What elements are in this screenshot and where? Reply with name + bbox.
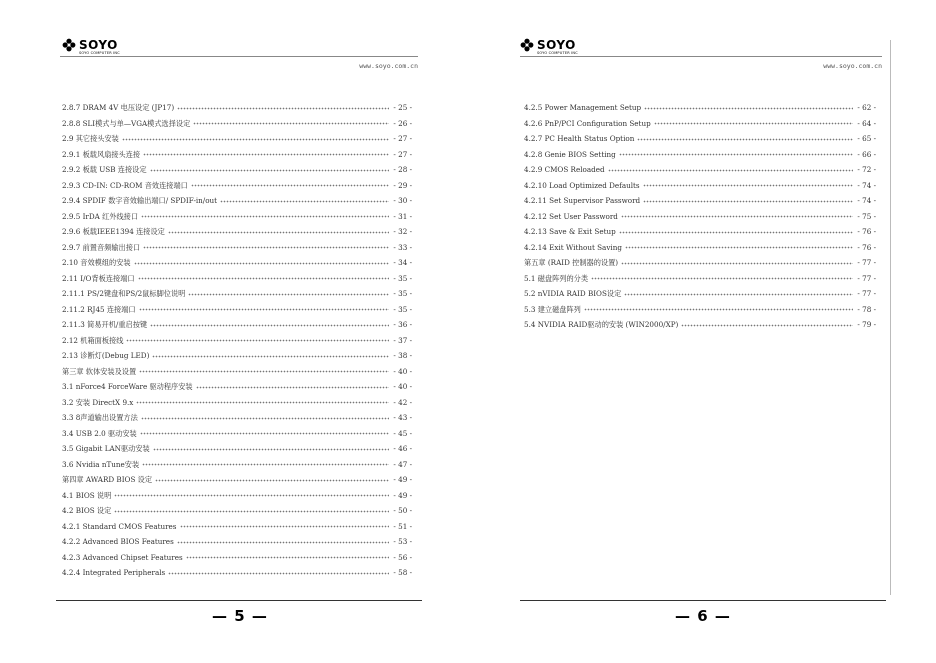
toc-entry: [524, 131, 876, 147]
toc-entry: [62, 302, 412, 318]
toc-entry-title: 2.8.7 DRAM 4V 电压设定 (JP17): [62, 103, 175, 112]
toc-entry-page: - 77 -: [857, 258, 876, 267]
toc-entry: [524, 147, 876, 163]
toc-dot-leader: [619, 150, 854, 158]
toc-entry-title: 2.9.4 SPDIF 数字音效输出端口/ SPDIF-in/out: [62, 196, 218, 205]
toc-entry-page: - 65 -: [857, 134, 876, 143]
toc-entry-title: 2.10 音效模组的安装: [62, 258, 131, 267]
toc-dot-leader: [619, 228, 854, 236]
site-url: www.soyo.com.cn: [823, 62, 882, 70]
site-url: www.soyo.com.cn: [359, 62, 418, 70]
toc-entry-title: 2.9.6 板载IEEE1394 连接设定: [62, 227, 165, 236]
page-number: — 5 —: [212, 607, 268, 625]
toc-entry-title: 4.2.10 Load Optimized Defaults: [524, 180, 640, 190]
toc-entry: [62, 100, 412, 116]
toc-entry: [62, 441, 412, 457]
toc-dot-leader: [155, 476, 389, 484]
toc-dot-leader: [150, 166, 390, 174]
toc-entry-title: 4.2.3 Advanced Chipset Features: [62, 552, 183, 562]
toc-entry: [62, 488, 412, 504]
toc-entry-page: - 79 -: [857, 320, 876, 329]
toc-entry-page: - 30 -: [393, 196, 412, 205]
toc-entry-title: 3.6 Nvidia nTune安装: [62, 459, 140, 469]
toc-entry-title: 4.2.7 PC Health Status Option: [524, 134, 635, 143]
toc-entry-title: 5.1 磁盘阵列的分类: [524, 273, 589, 283]
toc-entry-title: 2.8.8 SLI模式与单—VGA模式选择设定: [62, 118, 191, 128]
toc-entry-title: 4.2.6 PnP/PCI Configuration Setup: [524, 118, 651, 128]
toc-entry-title: 2.11.2 RJ45 连接端口: [62, 304, 136, 314]
toc-dot-leader: [134, 259, 390, 267]
soyo-logo: [62, 38, 120, 55]
toc-entry: [62, 193, 412, 209]
header-rule: [520, 56, 882, 57]
toc-entry-page: - 74 -: [857, 180, 876, 190]
toc-entry: [62, 271, 412, 287]
toc-entry: [62, 178, 412, 194]
logo-wordmark: SOYO: [79, 38, 118, 52]
toc-entry-page: - 42 -: [393, 397, 412, 407]
toc-entry-title: 2.9.3 CD-IN: CD-ROM 音效连接端口: [62, 180, 188, 190]
toc-entry: [62, 317, 412, 333]
toc-dot-leader: [621, 212, 854, 220]
toc-dot-leader: [180, 522, 390, 530]
toc-entry-page: - 51 -: [393, 521, 412, 531]
right-page: [468, 0, 936, 663]
toc-dot-leader: [643, 181, 854, 189]
toc-entry-page: - 47 -: [393, 459, 412, 469]
toc-entry-page: - 56 -: [393, 552, 412, 562]
toc-entry-title: 3.3 8声道输出设置方法: [62, 413, 138, 422]
toc-entry-title: 2.9.7 前置音频输出接口: [62, 242, 141, 252]
toc-dot-leader: [143, 150, 389, 158]
toc-dot-leader: [114, 507, 389, 515]
toc-entry-title: 4.2.2 Advanced BIOS Features: [62, 537, 174, 546]
toc-entry-page: - 32 -: [393, 227, 412, 236]
toc-entry-page: - 72 -: [857, 165, 876, 174]
toc-entry-page: - 35 -: [393, 273, 412, 283]
toc-entry-page: - 27 -: [393, 134, 412, 143]
toc-entry-title: 4.2.11 Set Supervisor Password: [524, 196, 641, 205]
toc-entry: [62, 131, 412, 147]
toc-dot-leader: [177, 538, 390, 546]
logo-subtext: SOYO COMPUTER INC: [79, 51, 120, 55]
toc-entry-page: - 31 -: [393, 211, 412, 221]
toc-entry-page: - 33 -: [393, 242, 412, 252]
toc-dot-leader: [643, 197, 853, 205]
toc-entry-page: - 49 -: [393, 475, 412, 484]
toc-entry-title: 4.2.14 Exit Without Saving: [524, 242, 622, 252]
toc-entry-page: - 36 -: [393, 320, 412, 329]
toc-entry: [524, 224, 876, 240]
soyo-logo-icon: [520, 38, 534, 52]
toc-entry: [62, 348, 412, 364]
toc-dot-leader: [142, 460, 389, 468]
toc-entry-page: - 43 -: [393, 413, 412, 422]
toc-entry: [62, 534, 412, 550]
toc-entry-title: 2.11.1 PS/2键盘和PS/2鼠标脚位说明: [62, 289, 186, 298]
toc-entry: [62, 255, 412, 271]
toc-entry: [524, 240, 876, 256]
toc-entry: [62, 364, 412, 380]
toc-entry: [524, 271, 876, 287]
toc-entry-title: 4.2.13 Save & Exit Setup: [524, 227, 616, 236]
footer-rule: [56, 600, 422, 601]
toc-entry-title: 2.11 I/O背板连接端口: [62, 273, 135, 283]
toc-entry: [62, 147, 412, 163]
toc-dot-leader: [122, 135, 390, 143]
toc-entry: [524, 302, 876, 318]
toc-entry-page: - 74 -: [857, 196, 876, 205]
toc-entry-page: - 38 -: [393, 351, 412, 360]
toc-entry-title: 4.1 BIOS 说明: [62, 490, 112, 500]
toc-entry-page: - 37 -: [393, 335, 412, 345]
toc-entry-page: - 29 -: [393, 180, 412, 190]
toc-entry: [524, 255, 876, 271]
toc-entry-page: - 46 -: [393, 444, 412, 453]
toc-entry-page: - 75 -: [857, 211, 876, 221]
soyo-logo: [520, 38, 578, 55]
toc-entry: [524, 209, 876, 225]
toc-list: [524, 100, 876, 333]
toc-entry-title: 4.2.5 Power Management Setup: [524, 103, 642, 112]
toc-entry: [62, 503, 412, 519]
toc-entry-title: 4.2.9 CMOS Reloaded: [524, 165, 605, 174]
toc-dot-leader: [186, 553, 390, 561]
toc-dot-leader: [141, 414, 390, 422]
toc-entry-title: 4.2.8 Genie BIOS Setting: [524, 149, 616, 159]
toc-entry-title: 2.9.2 板载 USB 连接设定: [62, 165, 147, 174]
toc-dot-leader: [196, 383, 390, 391]
toc-entry-page: - 40 -: [393, 366, 412, 376]
toc-entry-page: - 66 -: [857, 149, 876, 159]
toc-entry: [62, 209, 412, 225]
toc-entry-title: 4.2.1 Standard CMOS Features: [62, 521, 177, 531]
toc-entry-title: 4.2.12 Set User Password: [524, 211, 618, 221]
toc-entry: [62, 519, 412, 535]
toc-entry-page: - 28 -: [393, 165, 412, 174]
toc-dot-leader: [177, 104, 389, 112]
toc-dot-leader: [220, 197, 389, 205]
toc-entry-title: 2.11.3 简易开机/重启按键: [62, 320, 148, 329]
toc-dot-leader: [141, 212, 389, 220]
toc-entry-page: - 58 -: [393, 568, 412, 577]
toc-entry-page: - 76 -: [857, 227, 876, 236]
logo-wordmark: SOYO: [537, 38, 576, 52]
header-rule: [60, 56, 418, 57]
toc-dot-leader: [191, 181, 390, 189]
toc-dot-leader: [654, 119, 854, 127]
toc-dot-leader: [143, 243, 389, 251]
toc-entry: [62, 379, 412, 395]
toc-entry-page: - 45 -: [393, 428, 412, 438]
toc-entry: [62, 472, 412, 488]
toc-entry: [62, 116, 412, 132]
toc-entry: [524, 317, 876, 333]
toc-entry: [62, 395, 412, 411]
toc-entry-title: 3.5 Gigabit LAN驱动安装: [62, 444, 150, 453]
toc-dot-leader: [140, 429, 390, 437]
toc-entry: [62, 565, 412, 581]
toc-entry-page: - 62 -: [857, 103, 876, 112]
toc-dot-leader: [153, 445, 390, 453]
toc-entry-page: - 53 -: [393, 537, 412, 546]
toc-entry-page: - 35 -: [393, 304, 412, 314]
toc-entry-title: 第五章 (RAID 控制器的设置): [524, 258, 619, 267]
toc-entry: [62, 410, 412, 426]
toc-dot-leader: [681, 321, 853, 329]
toc-entry-page: - 40 -: [393, 382, 412, 391]
toc-dot-leader: [644, 104, 853, 112]
toc-entry: [62, 333, 412, 349]
toc-list: [62, 100, 412, 581]
toc-dot-leader: [136, 398, 389, 406]
toc-entry-page: - 49 -: [393, 490, 412, 500]
logo-subtext: SOYO COMPUTER INC: [537, 51, 578, 55]
toc-entry: [62, 162, 412, 178]
toc-dot-leader: [625, 243, 853, 251]
toc-dot-leader: [168, 569, 389, 577]
toc-entry-page: - 50 -: [393, 506, 412, 515]
binding-line: [890, 40, 891, 595]
toc-entry-page: - 26 -: [393, 118, 412, 128]
soyo-logo-icon: [62, 38, 76, 52]
toc-entry-title: 第三章 软体安装及设置: [62, 366, 137, 376]
toc-entry-title: 5.4 NVIDIA RAID驱动的安装 (WIN2000/XP): [524, 320, 679, 329]
toc-entry-title: 4.2 BIOS 设定: [62, 506, 112, 515]
toc-entry: [62, 286, 412, 302]
toc-dot-leader: [637, 135, 853, 143]
toc-entry-title: 第四章 AWARD BIOS 设定: [62, 475, 153, 484]
toc-entry-title: 3.2 安装 DirectX 9.x: [62, 397, 134, 407]
toc-entry: [62, 224, 412, 240]
toc-dot-leader: [621, 259, 853, 267]
toc-entry-title: 2.13 诊断灯(Debug LED): [62, 351, 150, 360]
toc-dot-leader: [591, 274, 853, 282]
toc-entry-page: - 64 -: [857, 118, 876, 128]
toc-dot-leader: [193, 119, 389, 127]
toc-entry: [524, 178, 876, 194]
toc-entry-title: 5.3 建立磁盘阵列: [524, 304, 581, 314]
toc-entry-title: 2.9.1 板载风扇接头连接: [62, 149, 141, 159]
page-number: — 6 —: [675, 607, 731, 625]
toc-dot-leader: [188, 290, 389, 298]
toc-entry: [524, 116, 876, 132]
toc-entry-page: - 78 -: [857, 304, 876, 314]
toc-entry-page: - 35 -: [393, 289, 412, 298]
toc-dot-leader: [624, 290, 853, 298]
toc-entry-page: - 34 -: [393, 258, 412, 267]
toc-entry-title: 2.9.5 IrDA 红外线接口: [62, 211, 139, 221]
toc-dot-leader: [168, 228, 390, 236]
toc-entry-page: - 77 -: [857, 273, 876, 283]
toc-entry-title: 2.9 其它接头安装: [62, 134, 119, 143]
toc-entry-title: 3.4 USB 2.0 驱动安装: [62, 428, 137, 438]
toc-entry: [524, 162, 876, 178]
toc-entry: [524, 193, 876, 209]
toc-entry: [62, 426, 412, 442]
toc-dot-leader: [152, 352, 389, 360]
toc-entry: [62, 457, 412, 473]
toc-dot-leader: [139, 305, 390, 313]
toc-dot-leader: [138, 274, 390, 282]
toc-entry: [524, 286, 876, 302]
toc-dot-leader: [114, 491, 389, 499]
toc-dot-leader: [126, 336, 389, 344]
toc-dot-leader: [139, 367, 389, 375]
toc-dot-leader: [608, 166, 854, 174]
toc-entry-page: - 77 -: [857, 289, 876, 298]
toc-entry: [62, 240, 412, 256]
toc-dot-leader: [584, 305, 854, 313]
toc-entry-title: 3.1 nForce4 ForceWare 驱动程序安装: [62, 382, 193, 391]
toc-entry-page: - 76 -: [857, 242, 876, 252]
toc-entry: [62, 550, 412, 566]
toc-entry: [524, 100, 876, 116]
toc-entry-page: - 27 -: [393, 149, 412, 159]
toc-entry-page: - 25 -: [393, 103, 412, 112]
toc-entry-title: 4.2.4 Integrated Peripherals: [62, 568, 166, 577]
toc-entry-title: 5.2 nVIDIA RAID BIOS设定: [524, 289, 622, 298]
toc-dot-leader: [150, 321, 389, 329]
footer-rule: [520, 600, 886, 601]
toc-entry-title: 2.12 机箱面板接线: [62, 335, 124, 345]
